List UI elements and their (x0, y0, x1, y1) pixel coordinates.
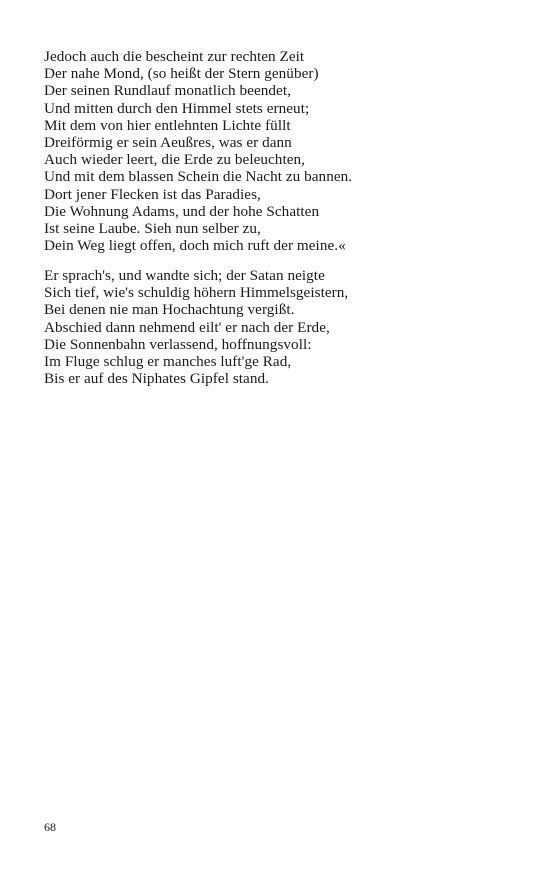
verse-line: Er sprach's, und wandte sich; der Satan neigte (44, 267, 325, 284)
verse-line: Auch wieder leert, die Erde zu beleuchten, (44, 151, 306, 169)
verse-line: Dort jener Flecken ist das Paradies, (44, 185, 261, 203)
verse-line: Und mitten durch den Himmel stets erneut; (44, 99, 310, 117)
verse-line: Bis er auf des Niphates Gipfel stand. (44, 370, 269, 388)
verse-line: Die Sonnenbahn verlassend, hoffnungsvoll: (44, 335, 312, 353)
verse-line: Der seinen Rundlauf monatlich beendet, (44, 82, 291, 100)
verse-line: Sich tief, wie's schuldig höhern Himmelsgeistern, (44, 284, 349, 302)
verse-line: Der nahe Mond, (so heißt der Stern genüber) (44, 65, 319, 83)
verse-line: Dein Weg liegt offen, doch mich ruft der meine.« (44, 237, 346, 255)
stanza-2 (44, 267, 348, 387)
verse-line: Mit dem von hier entlehnten Lichte füllt (44, 116, 291, 134)
verse-line: Die Wohnung Adams, und der hohe Schatten (44, 202, 320, 220)
page-number: 68 (44, 820, 56, 834)
verse-line: Im Fluge schlug er manches luft'ge Rad, (44, 353, 292, 371)
verse-line: Abschied dann nehmend eilt' er nach der Erde, (44, 318, 330, 336)
verse-line: Ist seine Laube. Sieh nun selber zu, (44, 220, 261, 238)
verse-line: Bei denen nie man Hochachtung vergißt. (44, 301, 295, 319)
verse-line: Jedoch auch die bescheint zur rechten Zeit (44, 48, 305, 65)
stanza-1 (44, 48, 352, 254)
verse-line: Und mit dem blassen Schein die Nacht zu bannen. (44, 168, 353, 186)
verse-line: Dreiförmig er sein Aeußres, was er dann (44, 134, 292, 152)
